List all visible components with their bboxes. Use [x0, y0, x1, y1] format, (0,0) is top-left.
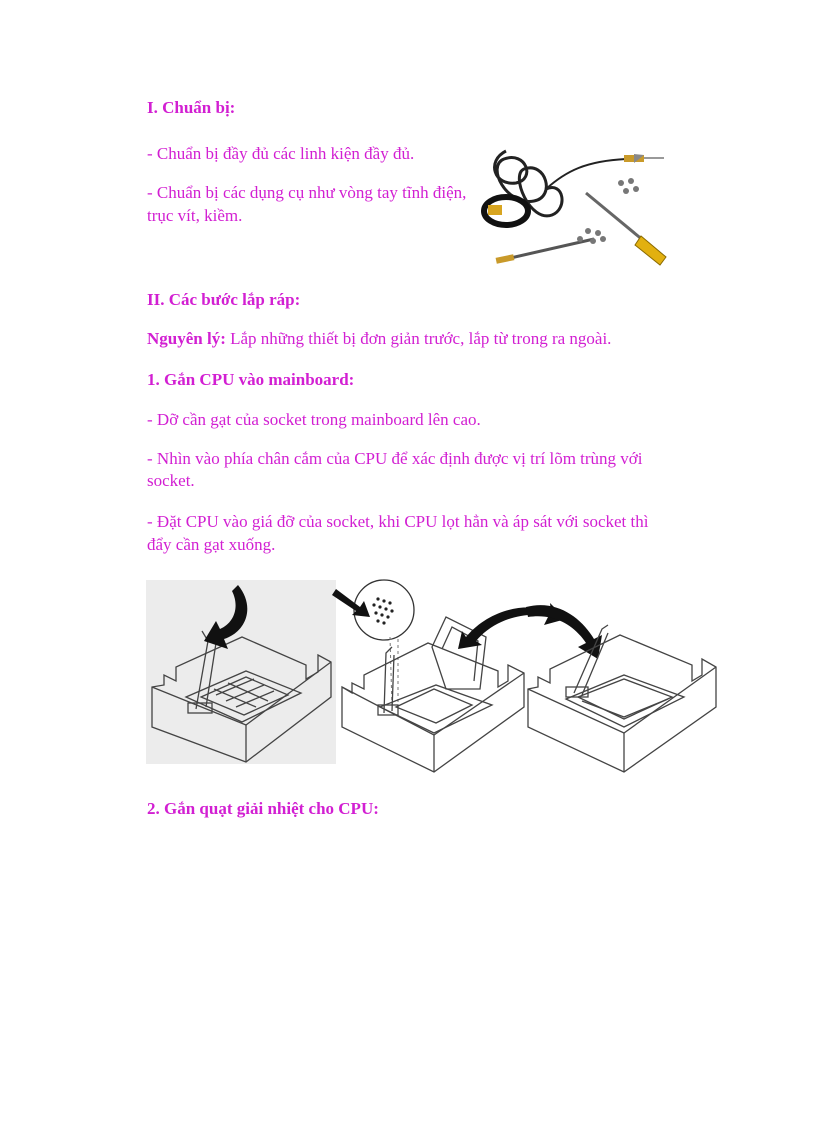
- step-1-line-3a: - Đặt CPU vào giá đỡ của socket, khi CPU lọt hẳn và áp sát với socket thì: [147, 512, 649, 531]
- principle-text: Lắp những thiết bị đơn giản trước, lắp từ trong ra ngoài.: [225, 329, 612, 348]
- tools-illustration: [476, 131, 672, 273]
- step-1-heading: 1. Gắn CPU vào mainboard:: [147, 370, 355, 389]
- prep-line-1: - Chuẩn bị đầy đủ các linh kiện đầy đủ.: [147, 144, 415, 163]
- principle-line: [147, 327, 611, 350]
- step-1-line-2a: - Nhìn vào phía chân cắm của CPU để xác định được vị trí lõm trùng với: [147, 449, 643, 468]
- step-1-line-2b: socket.: [147, 471, 195, 490]
- prep-line-2b: trục vít, kiềm.: [147, 206, 243, 225]
- step-2-heading: 2. Gắn quạt giải nhiệt cho CPU:: [147, 799, 379, 818]
- prep-line-2a: - Chuẩn bị các dụng cụ như vòng tay tĩnh điện,: [147, 183, 467, 202]
- section-1-heading: I. Chuẩn bị:: [147, 98, 236, 117]
- principle-label: Nguyên lý:: [147, 329, 226, 348]
- section-2-heading: II. Các bước lắp ráp:: [147, 290, 301, 309]
- cpu-socket-illustration: [146, 577, 722, 777]
- step-1-line-1: - Dỡ cần gạt của socket trong mainboard lên cao.: [147, 410, 481, 429]
- step-1-line-3b: đẩy cần gạt xuống.: [147, 535, 276, 554]
